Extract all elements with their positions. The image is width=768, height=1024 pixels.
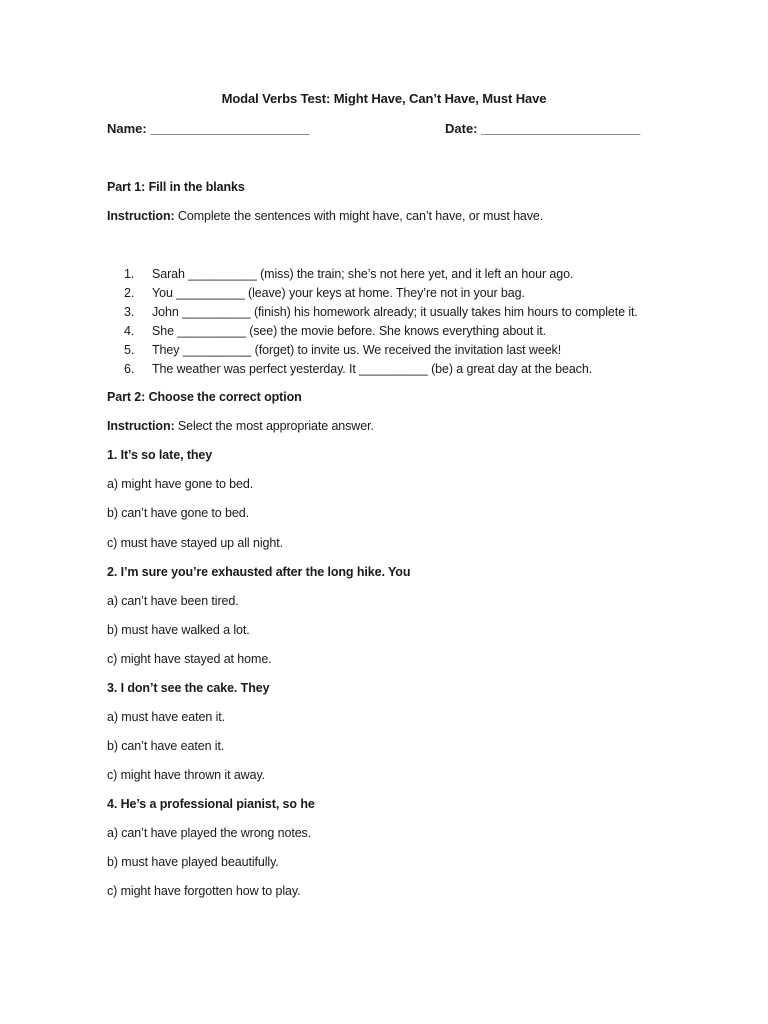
item-number: 3. [124, 305, 135, 319]
fill-blanks-list [124, 266, 638, 380]
name-field[interactable]: Name: ______________________ [107, 121, 310, 136]
item-text: John __________ (finish) his homework already; it usually takes him hours to complete it. [152, 305, 638, 319]
part2-instruction [107, 419, 374, 433]
question-1-option-c: c) must have stayed up all night. [107, 536, 283, 550]
question-2: 2. I’m sure you’re exhausted after the long hike. You [107, 565, 411, 579]
question-4-option-a: a) can’t have played the wrong notes. [107, 826, 312, 840]
item-text: Sarah __________ (miss) the train; she’s not here yet, and it left an hour ago. [152, 267, 574, 281]
date-field[interactable]: Date: ______________________ [445, 121, 641, 136]
question-3-option-a: a) must have eaten it. [107, 710, 226, 724]
question-1-option-a: a) might have gone to bed. [107, 477, 254, 491]
list-item [124, 342, 638, 361]
list-item [124, 266, 638, 285]
item-number: 6. [124, 362, 135, 376]
question-3-option-c: c) might have thrown it away. [107, 768, 266, 782]
question-2-option-a: a) can’t have been tired. [107, 594, 239, 608]
question-4: 4. He’s a professional pianist, so he [107, 797, 315, 811]
question-3: 3. I don’t see the cake. They [107, 681, 270, 695]
list-item [124, 323, 638, 342]
part2-heading: Part 2: Choose the correct option [107, 390, 302, 404]
question-4-option-b: b) must have played beautifully. [107, 855, 279, 869]
part1-instruction-text: Complete the sentences with might have, can’t have, or must have. [174, 209, 544, 223]
item-number: 1. [124, 267, 135, 281]
part1-instruction-label: Instruction: [107, 209, 175, 223]
question-2-option-c: c) might have stayed at home. [107, 652, 272, 666]
item-text: The weather was perfect yesterday. It __________ (be) a great day at the beach. [152, 362, 593, 376]
item-text: They __________ (forget) to invite us. We received the invitation last week! [152, 343, 562, 357]
item-number: 4. [124, 324, 135, 338]
question-1: 1. It’s so late, they [107, 448, 213, 462]
list-item [124, 361, 638, 380]
part1-heading: Part 1: Fill in the blanks [107, 180, 245, 194]
document-title: Modal Verbs Test: Might Have, Can’t Have, Must Have [221, 91, 547, 106]
item-number: 5. [124, 343, 135, 357]
part1-instruction [107, 209, 543, 223]
question-3-option-b: b) can’t have eaten it. [107, 739, 225, 753]
list-item [124, 285, 638, 304]
question-1-option-b: b) can’t have gone to bed. [107, 506, 249, 520]
question-4-option-c: c) might have forgotten how to play. [107, 884, 301, 898]
item-text: You __________ (leave) your keys at home. They’re not in your bag. [152, 286, 525, 300]
part2-instruction-text: Select the most appropriate answer. [174, 419, 374, 433]
item-text: She __________ (see) the movie before. She knows everything about it. [152, 324, 547, 338]
question-2-option-b: b) must have walked a lot. [107, 623, 250, 637]
part2-instruction-label: Instruction: [107, 419, 175, 433]
item-number: 2. [124, 286, 135, 300]
list-item [124, 304, 638, 323]
